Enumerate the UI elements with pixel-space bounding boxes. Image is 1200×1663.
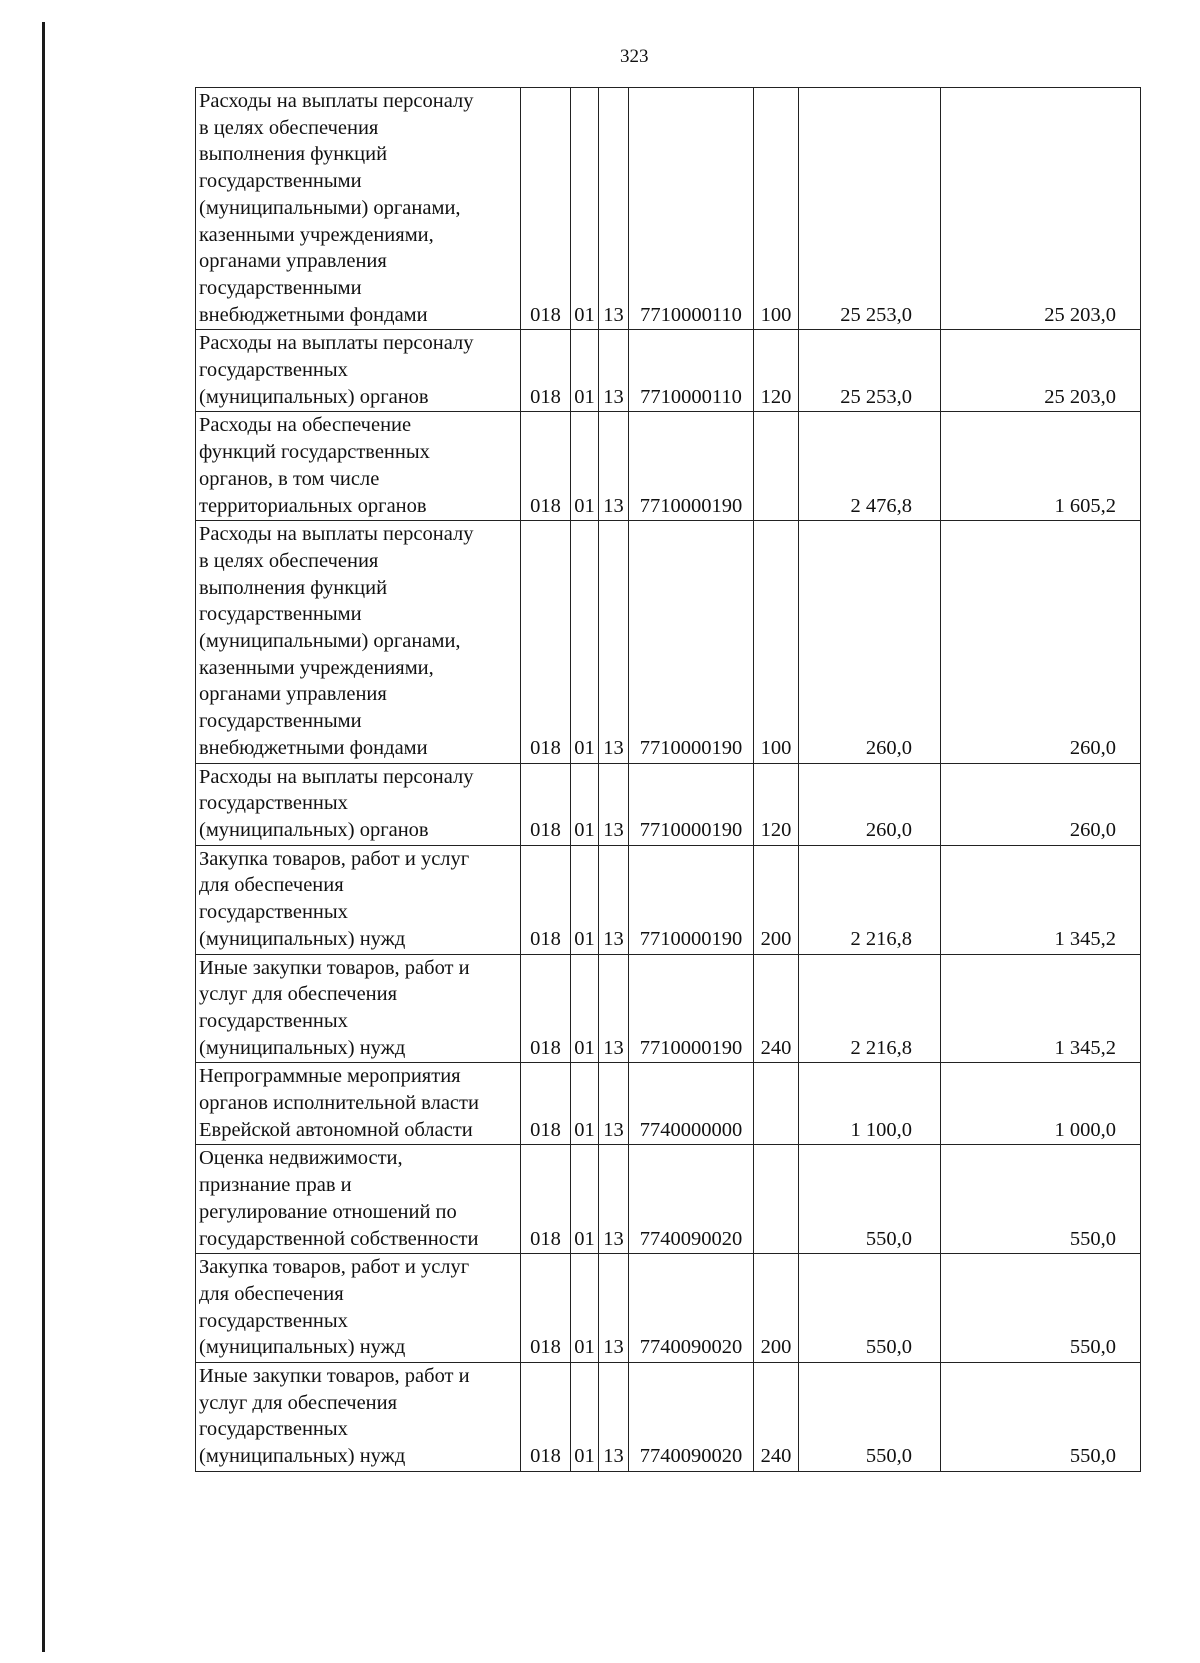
expense-name-cell <box>196 763 521 845</box>
amount-year2-cell: 25 203,0 <box>941 88 1141 330</box>
expense-name-line: функций государственных <box>199 441 430 464</box>
expense-name-line: Оценка недвижимости, <box>199 1147 403 1170</box>
expense-name-line: государственных <box>199 901 348 924</box>
expense-name-line: государственной собственности <box>199 1227 479 1250</box>
subsection-cell: 13 <box>599 763 629 845</box>
table-row <box>196 845 1141 954</box>
section-cell: 01 <box>571 330 599 412</box>
expense-name-line: государственными <box>199 603 362 626</box>
ved-cell: 018 <box>521 1363 571 1472</box>
expense-name-cell <box>196 1063 521 1145</box>
expense-type-cell: 200 <box>754 845 799 954</box>
expense-name-line: регулирование отношений по <box>199 1200 457 1223</box>
ved-cell: 018 <box>521 845 571 954</box>
ved-cell: 018 <box>521 1254 571 1363</box>
ved-cell: 018 <box>521 1063 571 1145</box>
expense-name-line: (муниципальных) нужд <box>199 1445 406 1468</box>
amount-year1-cell: 260,0 <box>799 521 941 763</box>
section-cell: 01 <box>571 521 599 763</box>
expense-name-line: государственных <box>199 359 348 382</box>
expense-name-line: Расходы на выплаты персоналу <box>199 765 474 788</box>
section-cell: 01 <box>571 1254 599 1363</box>
expense-name-line: Еврейской автономной области <box>199 1118 473 1141</box>
expense-name-line: (муниципальных) нужд <box>199 927 406 950</box>
expense-name-line: государственных <box>199 1309 348 1332</box>
expense-type-cell <box>754 1145 799 1254</box>
expense-type-cell: 100 <box>754 521 799 763</box>
target-article-cell: 7710000190 <box>629 763 754 845</box>
expense-name-line: (муниципальных) нужд <box>199 1036 406 1059</box>
subsection-cell: 13 <box>599 1363 629 1472</box>
section-cell: 01 <box>571 1145 599 1254</box>
target-article-cell: 7740090020 <box>629 1254 754 1363</box>
amount-year1-cell: 550,0 <box>799 1145 941 1254</box>
expense-name-line: органов, в том числе <box>199 467 380 490</box>
expense-name-cell <box>196 88 521 330</box>
amount-year2-cell: 550,0 <box>941 1254 1141 1363</box>
ved-cell: 018 <box>521 88 571 330</box>
expense-name-line: государственных <box>199 1009 348 1032</box>
amount-year1-cell: 25 253,0 <box>799 330 941 412</box>
expense-type-cell: 200 <box>754 1254 799 1363</box>
amount-year1-cell: 2 476,8 <box>799 412 941 521</box>
expense-name-cell <box>196 330 521 412</box>
table-row <box>196 330 1141 412</box>
subsection-cell: 13 <box>599 845 629 954</box>
amount-year2-cell: 550,0 <box>941 1145 1141 1254</box>
amount-year1-cell: 550,0 <box>799 1363 941 1472</box>
expense-type-cell: 240 <box>754 1363 799 1472</box>
amount-year2-cell: 25 203,0 <box>941 330 1141 412</box>
table-row <box>196 1145 1141 1254</box>
expense-name-cell <box>196 1145 521 1254</box>
expense-name-line: территориальных органов <box>199 494 427 517</box>
expense-name-line: внебюджетными фондами <box>199 736 428 759</box>
amount-year1-cell: 1 100,0 <box>799 1063 941 1145</box>
section-cell: 01 <box>571 1063 599 1145</box>
expense-name-cell <box>196 412 521 521</box>
expense-type-cell: 240 <box>754 954 799 1063</box>
target-article-cell: 7740090020 <box>629 1363 754 1472</box>
expense-name-line: (муниципальными) органами, <box>199 630 461 653</box>
subsection-cell: 13 <box>599 88 629 330</box>
expense-type-cell <box>754 1063 799 1145</box>
target-article-cell: 7710000110 <box>629 330 754 412</box>
amount-year2-cell: 1 345,2 <box>941 954 1141 1063</box>
subsection-cell: 13 <box>599 412 629 521</box>
table-row <box>196 954 1141 1063</box>
target-article-cell: 7710000110 <box>629 88 754 330</box>
expense-name-cell <box>196 954 521 1063</box>
expense-name-line: Иные закупки товаров, работ и <box>199 1365 470 1388</box>
table-body <box>196 88 1141 1472</box>
expense-name-line: Непрограммные мероприятия <box>199 1065 461 1088</box>
target-article-cell: 7710000190 <box>629 954 754 1063</box>
ved-cell: 018 <box>521 954 571 1063</box>
expense-name-line: государственными <box>199 276 362 299</box>
page-number: 323 <box>620 46 649 67</box>
expense-name-line: услуг для обеспечения <box>199 983 398 1006</box>
expense-name-line: в целях обеспечения <box>199 549 379 572</box>
expense-type-cell <box>754 412 799 521</box>
target-article-cell: 7710000190 <box>629 412 754 521</box>
expense-name-line: (муниципальными) органами, <box>199 196 461 219</box>
target-article-cell: 7740090020 <box>629 1145 754 1254</box>
expense-type-cell: 120 <box>754 330 799 412</box>
expense-name-line: для обеспечения <box>199 874 344 897</box>
section-cell: 01 <box>571 763 599 845</box>
binding-margin-line <box>42 22 45 1652</box>
expense-name-line: Расходы на обеспечение <box>199 414 412 437</box>
table-row <box>196 88 1141 330</box>
subsection-cell: 13 <box>599 1063 629 1145</box>
ved-cell: 018 <box>521 330 571 412</box>
amount-year1-cell: 260,0 <box>799 763 941 845</box>
target-article-cell: 7710000190 <box>629 845 754 954</box>
table-row <box>196 1363 1141 1472</box>
expense-name-line: государственными <box>199 710 362 733</box>
subsection-cell: 13 <box>599 1254 629 1363</box>
ved-cell: 018 <box>521 521 571 763</box>
expense-name-line: выполнения функций <box>199 143 388 166</box>
amount-year1-cell: 25 253,0 <box>799 88 941 330</box>
table-row <box>196 412 1141 521</box>
expense-name-line: казенными учреждениями, <box>199 223 434 246</box>
subsection-cell: 13 <box>599 330 629 412</box>
subsection-cell: 13 <box>599 954 629 1063</box>
amount-year1-cell: 2 216,8 <box>799 845 941 954</box>
amount-year2-cell: 260,0 <box>941 763 1141 845</box>
section-cell: 01 <box>571 845 599 954</box>
ved-cell: 018 <box>521 412 571 521</box>
ved-cell: 018 <box>521 1145 571 1254</box>
expense-name-cell <box>196 521 521 763</box>
target-article-cell: 7710000190 <box>629 521 754 763</box>
expense-name-line: выполнения функций <box>199 576 388 599</box>
subsection-cell: 13 <box>599 521 629 763</box>
subsection-cell: 13 <box>599 1145 629 1254</box>
table-row <box>196 1063 1141 1145</box>
expense-type-cell: 120 <box>754 763 799 845</box>
section-cell: 01 <box>571 954 599 1063</box>
expense-name-line: Закупка товаров, работ и услуг <box>199 847 470 870</box>
amount-year2-cell: 260,0 <box>941 521 1141 763</box>
amount-year2-cell: 550,0 <box>941 1363 1141 1472</box>
expense-name-line: государственных <box>199 1418 348 1441</box>
table-row <box>196 1254 1141 1363</box>
expense-name-line: Расходы на выплаты персоналу <box>199 90 474 112</box>
expense-name-line: государственных <box>199 792 348 815</box>
expense-name-line: (муниципальных) органов <box>199 385 429 408</box>
expense-name-line: Закупка товаров, работ и услуг <box>199 1256 470 1279</box>
expense-name-line: для обеспечения <box>199 1282 344 1305</box>
section-cell: 01 <box>571 1363 599 1472</box>
expense-name-line: признание прав и <box>199 1174 352 1197</box>
expense-name-line: (муниципальных) органов <box>199 818 429 841</box>
expense-name-cell <box>196 845 521 954</box>
target-article-cell: 7740000000 <box>629 1063 754 1145</box>
expense-name-line: органами управления <box>199 250 387 273</box>
expense-name-line: государственными <box>199 170 362 193</box>
expense-name-line: Расходы на выплаты персоналу <box>199 523 474 546</box>
amount-year1-cell: 550,0 <box>799 1254 941 1363</box>
table-row <box>196 763 1141 845</box>
budget-table <box>195 87 1141 1472</box>
expense-name-line: органов исполнительной власти <box>199 1092 479 1115</box>
expense-name-line: Иные закупки товаров, работ и <box>199 956 470 979</box>
table-row <box>196 521 1141 763</box>
expense-name-line: внебюджетными фондами <box>199 303 428 326</box>
expense-name-line: (муниципальных) нужд <box>199 1336 406 1359</box>
expense-name-line: Расходы на выплаты персоналу <box>199 332 474 355</box>
ved-cell: 018 <box>521 763 571 845</box>
amount-year2-cell: 1 345,2 <box>941 845 1141 954</box>
expense-name-line: органами управления <box>199 683 387 706</box>
expense-name-cell <box>196 1363 521 1472</box>
amount-year2-cell: 1 000,0 <box>941 1063 1141 1145</box>
section-cell: 01 <box>571 412 599 521</box>
expense-name-cell <box>196 1254 521 1363</box>
amount-year2-cell: 1 605,2 <box>941 412 1141 521</box>
expense-name-line: в целях обеспечения <box>199 116 379 139</box>
expense-type-cell: 100 <box>754 88 799 330</box>
expense-name-line: услуг для обеспечения <box>199 1391 398 1414</box>
expense-name-line: казенными учреждениями, <box>199 656 434 679</box>
section-cell: 01 <box>571 88 599 330</box>
amount-year1-cell: 2 216,8 <box>799 954 941 1063</box>
